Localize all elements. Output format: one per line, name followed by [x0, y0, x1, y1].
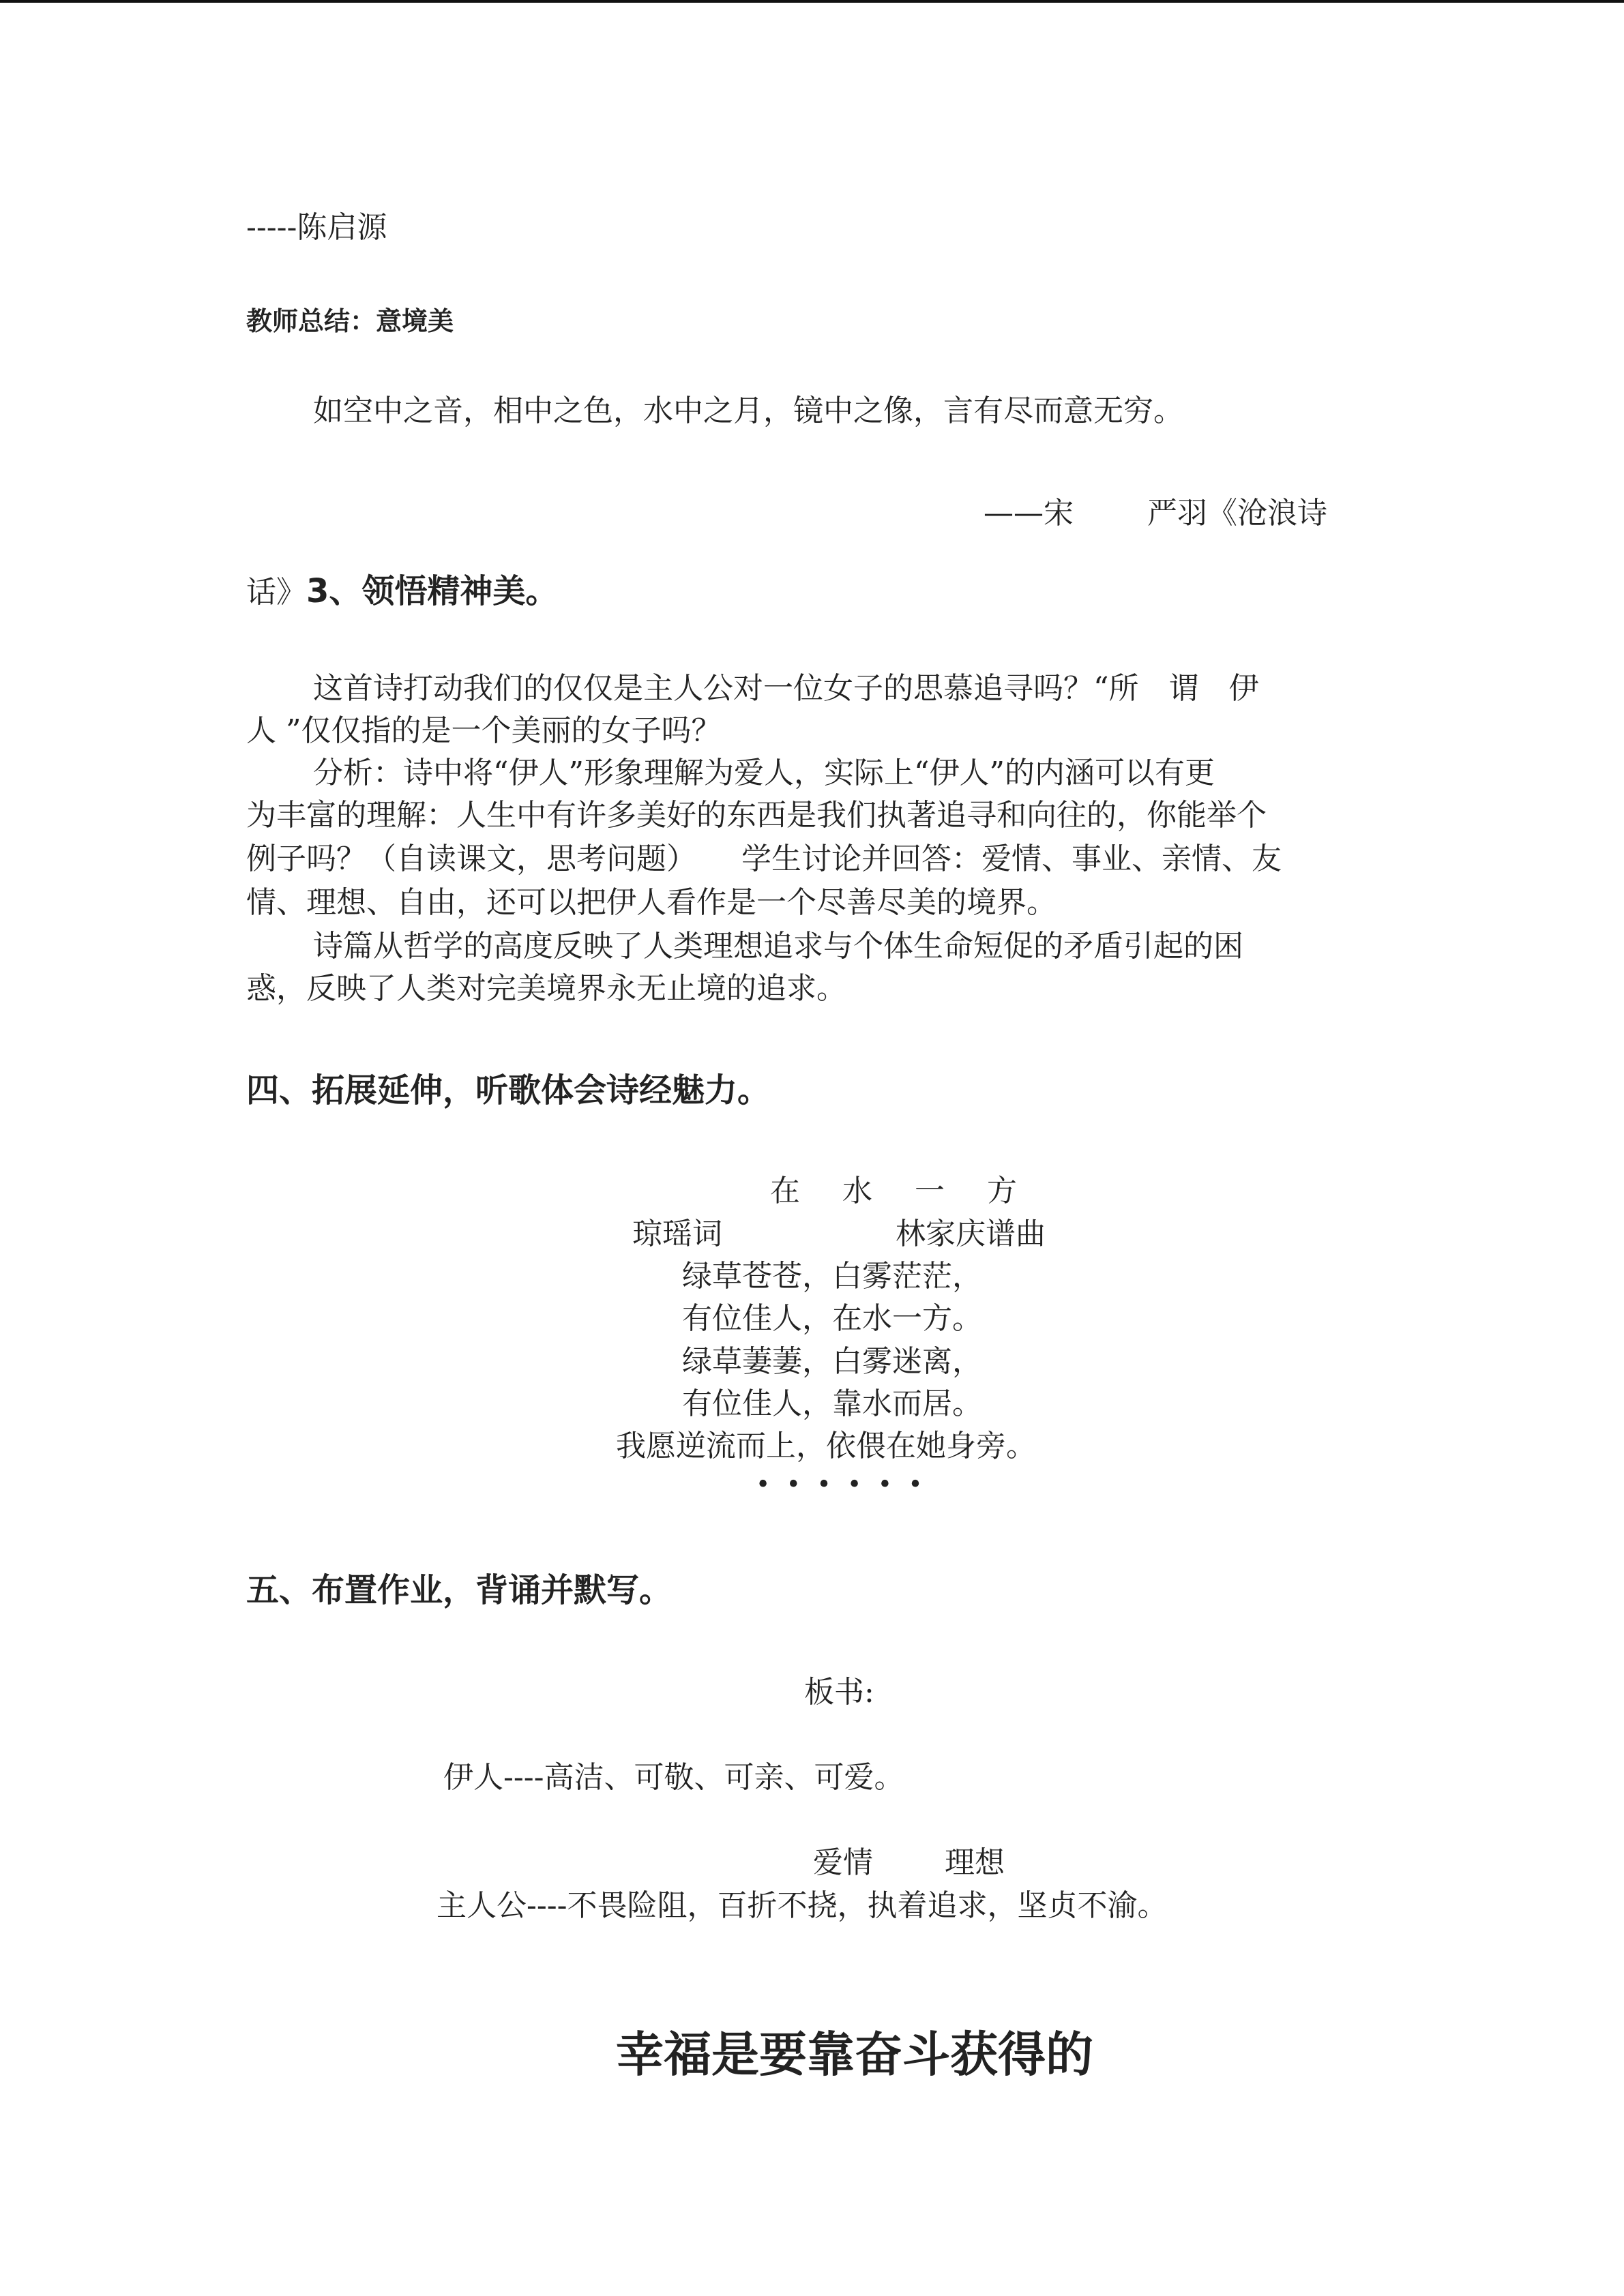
song-composer: 林家庆谱曲	[896, 1217, 1046, 1251]
conclusion-line-2: 惑，反映了人类对完美境界永无止境的追求。	[246, 971, 846, 1006]
question-line-2: 人 ”仅仅指的是一个美丽的女子吗？	[246, 713, 722, 748]
quote-source-tail-and-section-3	[246, 572, 559, 610]
quote-source-work: 严羽《沧浪诗	[1147, 496, 1327, 531]
section-3-title: 3、领悟精神美。	[306, 572, 559, 610]
section-5-title: 五、布置作业，背诵并默写。	[246, 1571, 673, 1609]
analysis-line-2: 为丰富的理解：人生中有许多美好的东西是我们执著追寻和向往的，你能举个	[246, 798, 1267, 833]
quote-source-tail: 话》	[246, 575, 306, 610]
board-keyword-love: 爱情	[813, 1845, 873, 1880]
analysis-line-3: 例子吗？（自读课文，思考问题） 学生讨论并回答：爱情、事业、亲情、友	[246, 841, 1282, 876]
song-lyric-line: 绿草苍苍，白雾茫茫，	[682, 1259, 982, 1294]
quote: 如空中之音，相中之色，水中之月，镜中之像，言有尽而意无穷。	[313, 393, 1183, 428]
teacher-summary-value: 意境美	[376, 306, 454, 336]
board-line-2: 主人公----不畏险阻，百折不挠，执着追求，坚贞不渝。	[437, 1888, 1168, 1923]
teacher-summary	[246, 308, 454, 334]
next-article-title: 幸福是要靠奋斗获得的	[616, 2027, 1093, 2083]
analysis-line-4: 情、理想、自由，还可以把伊人看作是一个尽善尽美的境界。	[246, 885, 1057, 920]
page-top-border	[0, 0, 1624, 3]
analysis-line-1: 分析：诗中将“伊人”形象理解为爱人，实际上“伊人”的内涵可以有更	[313, 756, 1215, 790]
teacher-summary-label: 教师总结：	[246, 306, 377, 336]
attribution-chen-qiyuan: -----陈启源	[246, 210, 387, 245]
section-4-title: 四、拓展延伸，听歌体会诗经魅力。	[246, 1071, 771, 1109]
song-lyric-line: 有位佳人，在水一方。	[682, 1301, 982, 1336]
song-lyricist: 琼瑶词	[632, 1217, 722, 1251]
song-title: 在水一方	[770, 1174, 1059, 1208]
song-lyric-line: 绿草萋萋，白雾迷离，	[682, 1344, 982, 1379]
song-ellipsis: • • • • • •	[756, 1471, 927, 1499]
conclusion-line-1: 诗篇从哲学的高度反映了人类理想追求与个体生命短促的矛盾引起的困	[313, 929, 1243, 964]
song-lyric-line: 有位佳人，靠水而居。	[682, 1386, 982, 1421]
song-lyric-line: 我愿逆流而上，依偎在她身旁。	[616, 1429, 1036, 1463]
quote-source-dynasty: ——宋	[984, 496, 1074, 531]
board-label: 板书:	[804, 1675, 874, 1710]
board-keyword-ideal: 理想	[945, 1845, 1005, 1880]
question-line-1: 这首诗打动我们的仅仅是主人公对一位女子的思慕追寻吗？“所 谓 伊	[313, 671, 1259, 706]
board-line-1: 伊人----高洁、可敬、可亲、可爱。	[443, 1760, 904, 1795]
